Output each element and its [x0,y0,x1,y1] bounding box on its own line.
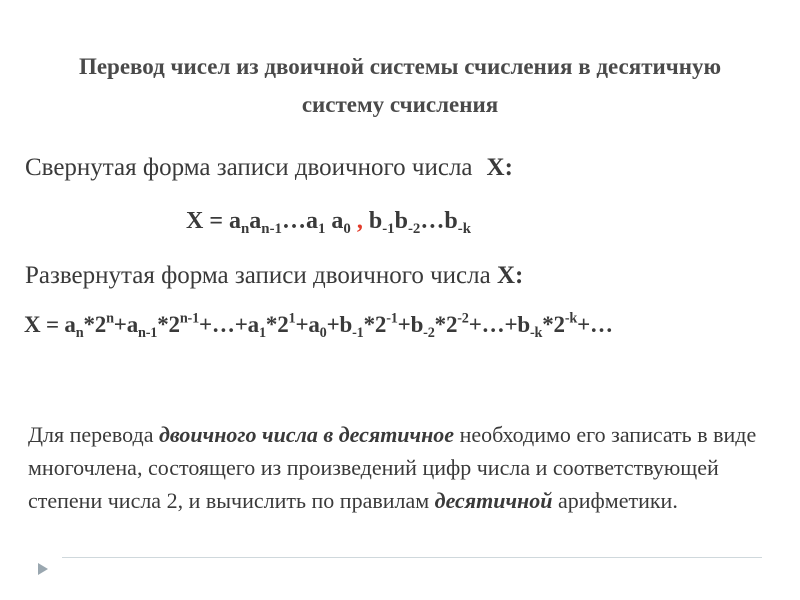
formula-part: X = a [186,208,242,234]
formula-superscript: 1 [288,310,296,327]
expanded-form-label: Развернутая форма записи двоичного числа [25,262,491,289]
formula-part: *2 [542,312,565,337]
formula-part: *2 [265,312,289,337]
formula-subscript: n [241,221,250,238]
footer-divider [62,557,762,558]
formula-subscript: -k [529,324,543,341]
formula-subscript: -2 [407,221,421,238]
formula-part: *2 [157,312,180,337]
expanded-formula [24,310,613,341]
formula-part: a [331,208,344,234]
formula-part: a [249,208,262,234]
formula-part: …a [281,208,318,234]
paragraph-emphasis: двоичного числа в десятичное [158,422,455,447]
formula-part: +…+a [199,312,259,337]
slide-title: Перевод чисел из двоичной системы счисления в десятичную систему счисления [78,54,722,117]
paragraph-text: Для перевода [28,422,159,447]
formula-subscript: n-1 [261,221,282,238]
formula-subscript: -2 [423,324,435,341]
formula-superscript: -1 [386,310,398,327]
folded-form-label: Свернутая форма записи двоичного числа [25,154,473,181]
folded-form-var: X: [486,154,513,181]
formula-part: +a [295,312,320,337]
explanation-paragraph [28,418,778,517]
formula-superscript: -2 [457,310,469,327]
formula-part: *2 [83,312,107,337]
formula-part: +b [326,312,353,337]
expanded-form-var: X: [496,262,524,289]
formula-subscript: -k [457,221,471,238]
formula-part: b [362,208,383,234]
formula-subscript: -1 [382,221,395,238]
formula-subscript: n [75,324,84,341]
formula-part: b [394,208,408,234]
triangle-right-icon [38,563,48,575]
folded-form-line [25,154,513,182]
formula-part: …b [420,208,458,234]
formula-part: +…+b [468,312,530,337]
formula-comma: , [356,208,363,234]
paragraph-text: необходимо его записать в виде многочлена, состоящего из произведений цифр числа и соответствующей степени числа 2, и вычислить по правилам [28,422,757,513]
formula-part: +a [113,312,139,337]
formula-superscript: n [106,310,114,327]
formula-superscript: -k [564,310,578,327]
formula-subscript: n-1 [138,324,158,341]
formula-superscript: n-1 [179,310,200,327]
folded-formula [186,208,471,238]
formula-part: *2 [363,312,387,337]
formula-subscript: 0 [319,324,327,341]
formula-subscript: 0 [343,221,351,238]
paragraph-emphasis: десятичной [434,488,553,513]
paragraph-text: арифметики. [552,488,678,513]
formula-subscript: -1 [352,324,364,341]
formula-subscript: 1 [317,221,326,238]
formula-part: *2 [434,312,458,337]
expanded-form-line [25,262,523,290]
formula-part: +… [577,312,613,337]
formula-part: X = a [24,312,76,337]
formula-subscript: 1 [258,324,266,341]
formula-part: +b [397,312,424,337]
